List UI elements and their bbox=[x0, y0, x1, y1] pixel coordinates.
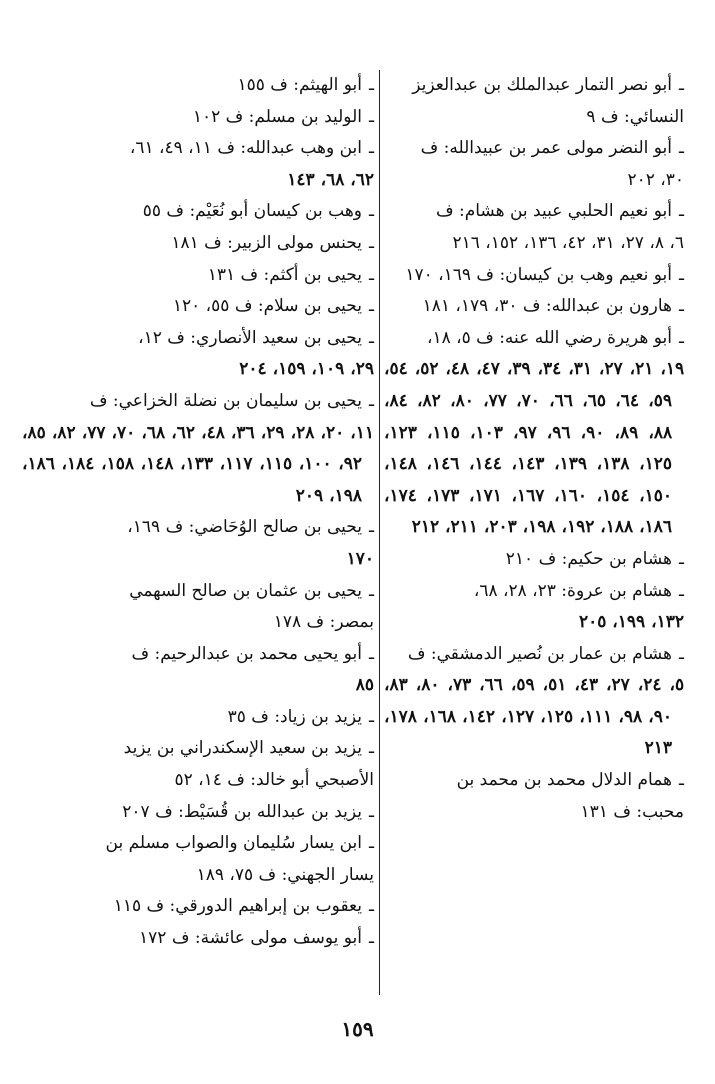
index-entry: ـيحيى بن عثمان بن صالح السهمي بمصر: ف ١٧٨ bbox=[22, 576, 374, 639]
entry-heading: همام الدلال محمد بن محمد بن bbox=[456, 770, 672, 791]
entry-heading: أبو الهيثم: ف ١٥٥ bbox=[237, 75, 362, 95]
column-divider bbox=[379, 70, 380, 995]
index-entry: ـيحيى بن سلام: ف ٥٥، ١٢٠ bbox=[172, 296, 374, 317]
entry-continuation: النسائي: ف ٩ bbox=[586, 106, 684, 127]
entry-heading: الوليد بن مسلم: ف ١٠٢ bbox=[192, 106, 362, 127]
entry-heading: هارون بن عبدالله: ف ٣٠، ١٧٩، ١٨١ bbox=[422, 296, 672, 317]
index-entry: ـأبو نصر التمار عبدالملك بن عبدالعزيز النسائي: ف ٩ bbox=[384, 70, 684, 133]
entry-heading: أبو يحيى محمد بن عبدالرحيم: ف bbox=[131, 643, 362, 664]
index-entry: ـيحيى بن أكثم: ف ١٣١ bbox=[207, 264, 374, 285]
entry-heading: يزيد بن زياد: ف ٣٥ bbox=[227, 706, 362, 727]
entry-heading: يزيد بن عبدالله بن قُسَيْط: ف ٢٠٧ bbox=[122, 801, 362, 822]
index-entry: ـهارون بن عبدالله: ف ٣٠، ١٧٩، ١٨١ bbox=[422, 296, 684, 317]
entry-continuation: ٣٠، ٢٠٢ bbox=[627, 169, 684, 190]
entry-heading: أبو النضر مولى عمر بن عبيدالله: ف bbox=[420, 138, 672, 159]
entry-continuation: ١١، ٢٠، ٢٨، ٢٩، ٣٦، ٤٨، ٦٢، ٦٨، ٧٠، ٧٧، ٨٢، ٨٥، ٩٢، ١٠٠، ١١٥، ١١٧، ١٣٣، ١٤٨، ١٥٨، ١٨٤، ١٨٦، ١٩٨، ٢٠٩ bbox=[22, 422, 375, 506]
entry-heading: أبو نصر التمار عبدالملك بن عبدالعزيز bbox=[412, 75, 672, 95]
entry-continuation: محبب: ف ١٣١ bbox=[580, 801, 684, 822]
entry-heading: ابن وهب عبدالله: ف ١١، ٤٩، ٦١، bbox=[129, 138, 362, 159]
index-entry: ـالوليد بن مسلم: ف ١٠٢ bbox=[192, 106, 374, 127]
entry-heading: وهب بن كيسان أبو نُعَيْم: ف ٥٥ bbox=[142, 201, 362, 222]
entry-heading: يحيى بن عثمان بن صالح السهمي bbox=[129, 580, 362, 601]
index-entry: ـابن يسار سُليمان والصواب مسلم بن يسار الجهني: ف ٧٥، ١٨٩ bbox=[22, 828, 374, 891]
entry-continuation: بمصر: ف ١٧٨ bbox=[273, 612, 374, 633]
index-entry: ـأبو نعيم وهب بن كيسان: ف ١٦٩، ١٧٠ bbox=[405, 264, 684, 285]
index-entry: ـأبو يوسف مولى عائشة: ف ١٧٢ bbox=[139, 928, 374, 949]
index-entry: ـهمام الدلال محمد بن محمد بن محبب: ف ١٣١ bbox=[384, 765, 684, 828]
entry-heading: يحيى بن سعيد الأنصاري: ف ١٢، bbox=[138, 327, 362, 348]
entry-continuation: يسار الجهني: ف ٧٥، ١٨٩ bbox=[196, 864, 374, 885]
index-entry: ـهشام بن عروة: ٢٣، ٢٨، ٦٨، ١٣٢، ١٩٩، ٢٠٥ bbox=[384, 576, 684, 639]
index-entry: ـيحيى بن سعيد الأنصاري: ف ١٢، ٢٩، ١٠٩، ١٥٩، ٢٠٤ bbox=[22, 323, 374, 386]
index-entry: ـأبو نعيم الحلبي عبيد بن هشام: ف ٦، ٨، ٢٧، ٣١، ٤٢، ١٣٦، ١٥٢، ٢١٦ bbox=[384, 196, 684, 259]
index-entry: ـأبو هريرة رضي الله عنه: ف ٥، ١٨، ١٩، ٢١، ٢٧، ٣١، ٣٤، ٣٩، ٤٧، ٤٨، ٥٢، ٥٤، ٥٩، ٦٤، ٦٥، ٦٦، ٧٠، ٧٧، ٨٠، ٨٢، ٨٤، ٨٨، ٨٩، ٩٠، ٩٦، ٩٧، ١٠٣، ١١٥، ١٢٣، ١٢٥، ١٣٨، ١٣٩، ١٤٣، ١٤٤، ١٤٦، ١٤٨، ١٥٠، ١٥٤، ١٦٠، ١٦٧، ١٧١، ١٧٣، ١٧٤، ١٨٦، ١٨٨، ١٩٢، ١٩٨، ٢٠٣، ٢١١، ٢١٢ bbox=[384, 323, 684, 544]
entry-continuation: ٦٢، ٦٨، ١٤٣ bbox=[287, 169, 374, 190]
index-entry: ـأبو النضر مولى عمر بن عبيدالله: ف ٣٠، ٢٠٢ bbox=[384, 133, 684, 196]
entry-continuation: ٦، ٨، ٢٧، ٣١، ٤٢، ١٣٦، ١٥٢، ٢١٦ bbox=[452, 232, 684, 253]
index-entry: ـيحيى بن سليمان بن نضلة الخزاعي: ف ١١، ٢٠، ٢٨، ٢٩، ٣٦، ٤٨، ٦٢، ٦٨، ٧٠، ٧٧، ٨٢، ٨٥، ٩٢، ١٠٠، ١١٥، ١١٧، ١٣٣، ١٤٨، ١٥٨، ١٨٤، ١٨٦، ١٩٨، ٢٠٩ bbox=[22, 386, 374, 512]
entry-continuation: ١٩، ٢١، ٢٧، ٣١، ٣٤، ٣٩، ٤٧، ٤٨، ٥٢، ٥٤، ٥٩، ٦٤، ٦٥، ٦٦، ٧٠، ٧٧، ٨٠، ٨٢، ٨٤، ٨٨، ٨٩، ٩٠، ٩٦، ٩٧، ١٠٣، ١١٥، ١٢٣، ١٢٥، ١٣٨، ١٣٩، ١٤٣، ١٤٤، ١٤٦، ١٤٨، ١٥٠، ١٥٤، ١٦٠، ١٦٧، ١٧١، ١٧٣، ١٧٤، ١٨٦، ١٨٨، ١٩٢، ١٩٨، ٢٠٣، ٢١١، ٢١٢ bbox=[384, 359, 685, 538]
entry-heading: أبو نعيم وهب بن كيسان: ف ١٦٩، ١٧٠ bbox=[405, 264, 672, 285]
index-entry: ـيزيد بن سعيد الإسكندراني بن يزيد الأصبحي أبو خالد: ف ١٤، ٥٢ bbox=[22, 733, 374, 796]
index-entry: ـيزيد بن عبدالله بن قُسَيْط: ف ٢٠٧ bbox=[122, 801, 374, 822]
entry-heading: هشام بن حكيم: ف ٢١٠ bbox=[505, 548, 672, 569]
entry-heading: هشام بن عروة: ٢٣، ٢٨، ٦٨، bbox=[473, 580, 672, 601]
entry-heading: يعقوب بن إبراهيم الدورقي: ف ١١٥ bbox=[113, 896, 362, 917]
entry-heading: يحيى بن أكثم: ف ١٣١ bbox=[207, 264, 362, 285]
entry-heading: ابن يسار سُليمان والصواب مسلم بن bbox=[105, 833, 362, 854]
entry-continuation: ١٧٠ bbox=[346, 548, 374, 569]
index-entry: ـأبو الهيثم: ف ١٥٥ bbox=[237, 75, 374, 95]
entry-heading: أبو يوسف مولى عائشة: ف ١٧٢ bbox=[139, 928, 362, 949]
entry-continuation: الأصبحي أبو خالد: ف ١٤، ٥٢ bbox=[174, 770, 374, 791]
entry-heading: هشام بن عمار بن نُصير الدمشقي: ف bbox=[407, 643, 672, 664]
index-entry: ـوهب بن كيسان أبو نُعَيْم: ف ٥٥ bbox=[142, 201, 374, 222]
entry-continuation: ٨٥ bbox=[355, 675, 374, 696]
index-entry: ـيزيد بن زياد: ف ٣٥ bbox=[227, 706, 374, 727]
entry-heading: يحيى بن سلام: ف ٥٥، ١٢٠ bbox=[172, 296, 362, 317]
entry-heading: يزيد بن سعيد الإسكندراني بن يزيد bbox=[123, 738, 362, 759]
index-entry: ـهشام بن عمار بن نُصير الدمشقي: ف ٥، ٢٤، ٢٧، ٤٣، ٥١، ٥٩، ٦٦، ٧٣، ٨٠، ٨٣، ٩٠، ٩٨، ١١١، ١٢٥، ١٢٧، ١٤٢، ١٦٨، ١٧٨، ٢١٣ bbox=[384, 639, 684, 765]
index-entry: ـيعقوب بن إبراهيم الدورقي: ف ١١٥ bbox=[113, 896, 374, 917]
entry-heading: أبو نعيم الحلبي عبيد بن هشام: ف bbox=[435, 201, 672, 222]
index-column-left bbox=[22, 70, 374, 955]
entry-continuation: ٥، ٢٤، ٢٧، ٤٣، ٥١، ٥٩، ٦٦، ٧٣، ٨٠، ٨٣، ٩٠، ٩٨، ١١١، ١٢٥، ١٢٧، ١٤٢، ١٦٨، ١٧٨، ٢١٣ bbox=[384, 675, 685, 759]
index-column-right bbox=[384, 70, 684, 828]
page-number: ١٥٩ bbox=[341, 1017, 374, 1041]
entry-heading: يحيى بن صالح الوُحَاضي: ف ١٦٩، bbox=[127, 517, 362, 538]
entry-continuation: ١٣٢، ١٩٩، ٢٠٥ bbox=[578, 612, 684, 633]
index-entry: ـابن وهب عبدالله: ف ١١، ٤٩، ٦١، ٦٢، ٦٨، ١٤٣ bbox=[22, 133, 374, 196]
entry-heading: يحيى بن سليمان بن نضلة الخزاعي: ف bbox=[89, 390, 362, 411]
index-entry: ـيحيى بن صالح الوُحَاضي: ف ١٦٩، ١٧٠ bbox=[22, 512, 374, 575]
entry-continuation: ٢٩، ١٠٩، ١٥٩، ٢٠٤ bbox=[239, 359, 374, 380]
entry-heading: أبو هريرة رضي الله عنه: ف ٥، ١٨، bbox=[426, 327, 672, 348]
index-entry: ـأبو يحيى محمد بن عبدالرحيم: ف ٨٥ bbox=[22, 639, 374, 702]
index-entry: ـهشام بن حكيم: ف ٢١٠ bbox=[505, 548, 684, 569]
index-entry: ـيحنس مولى الزبير: ف ١٨١ bbox=[171, 232, 374, 253]
entry-heading: يحنس مولى الزبير: ف ١٨١ bbox=[171, 232, 362, 253]
